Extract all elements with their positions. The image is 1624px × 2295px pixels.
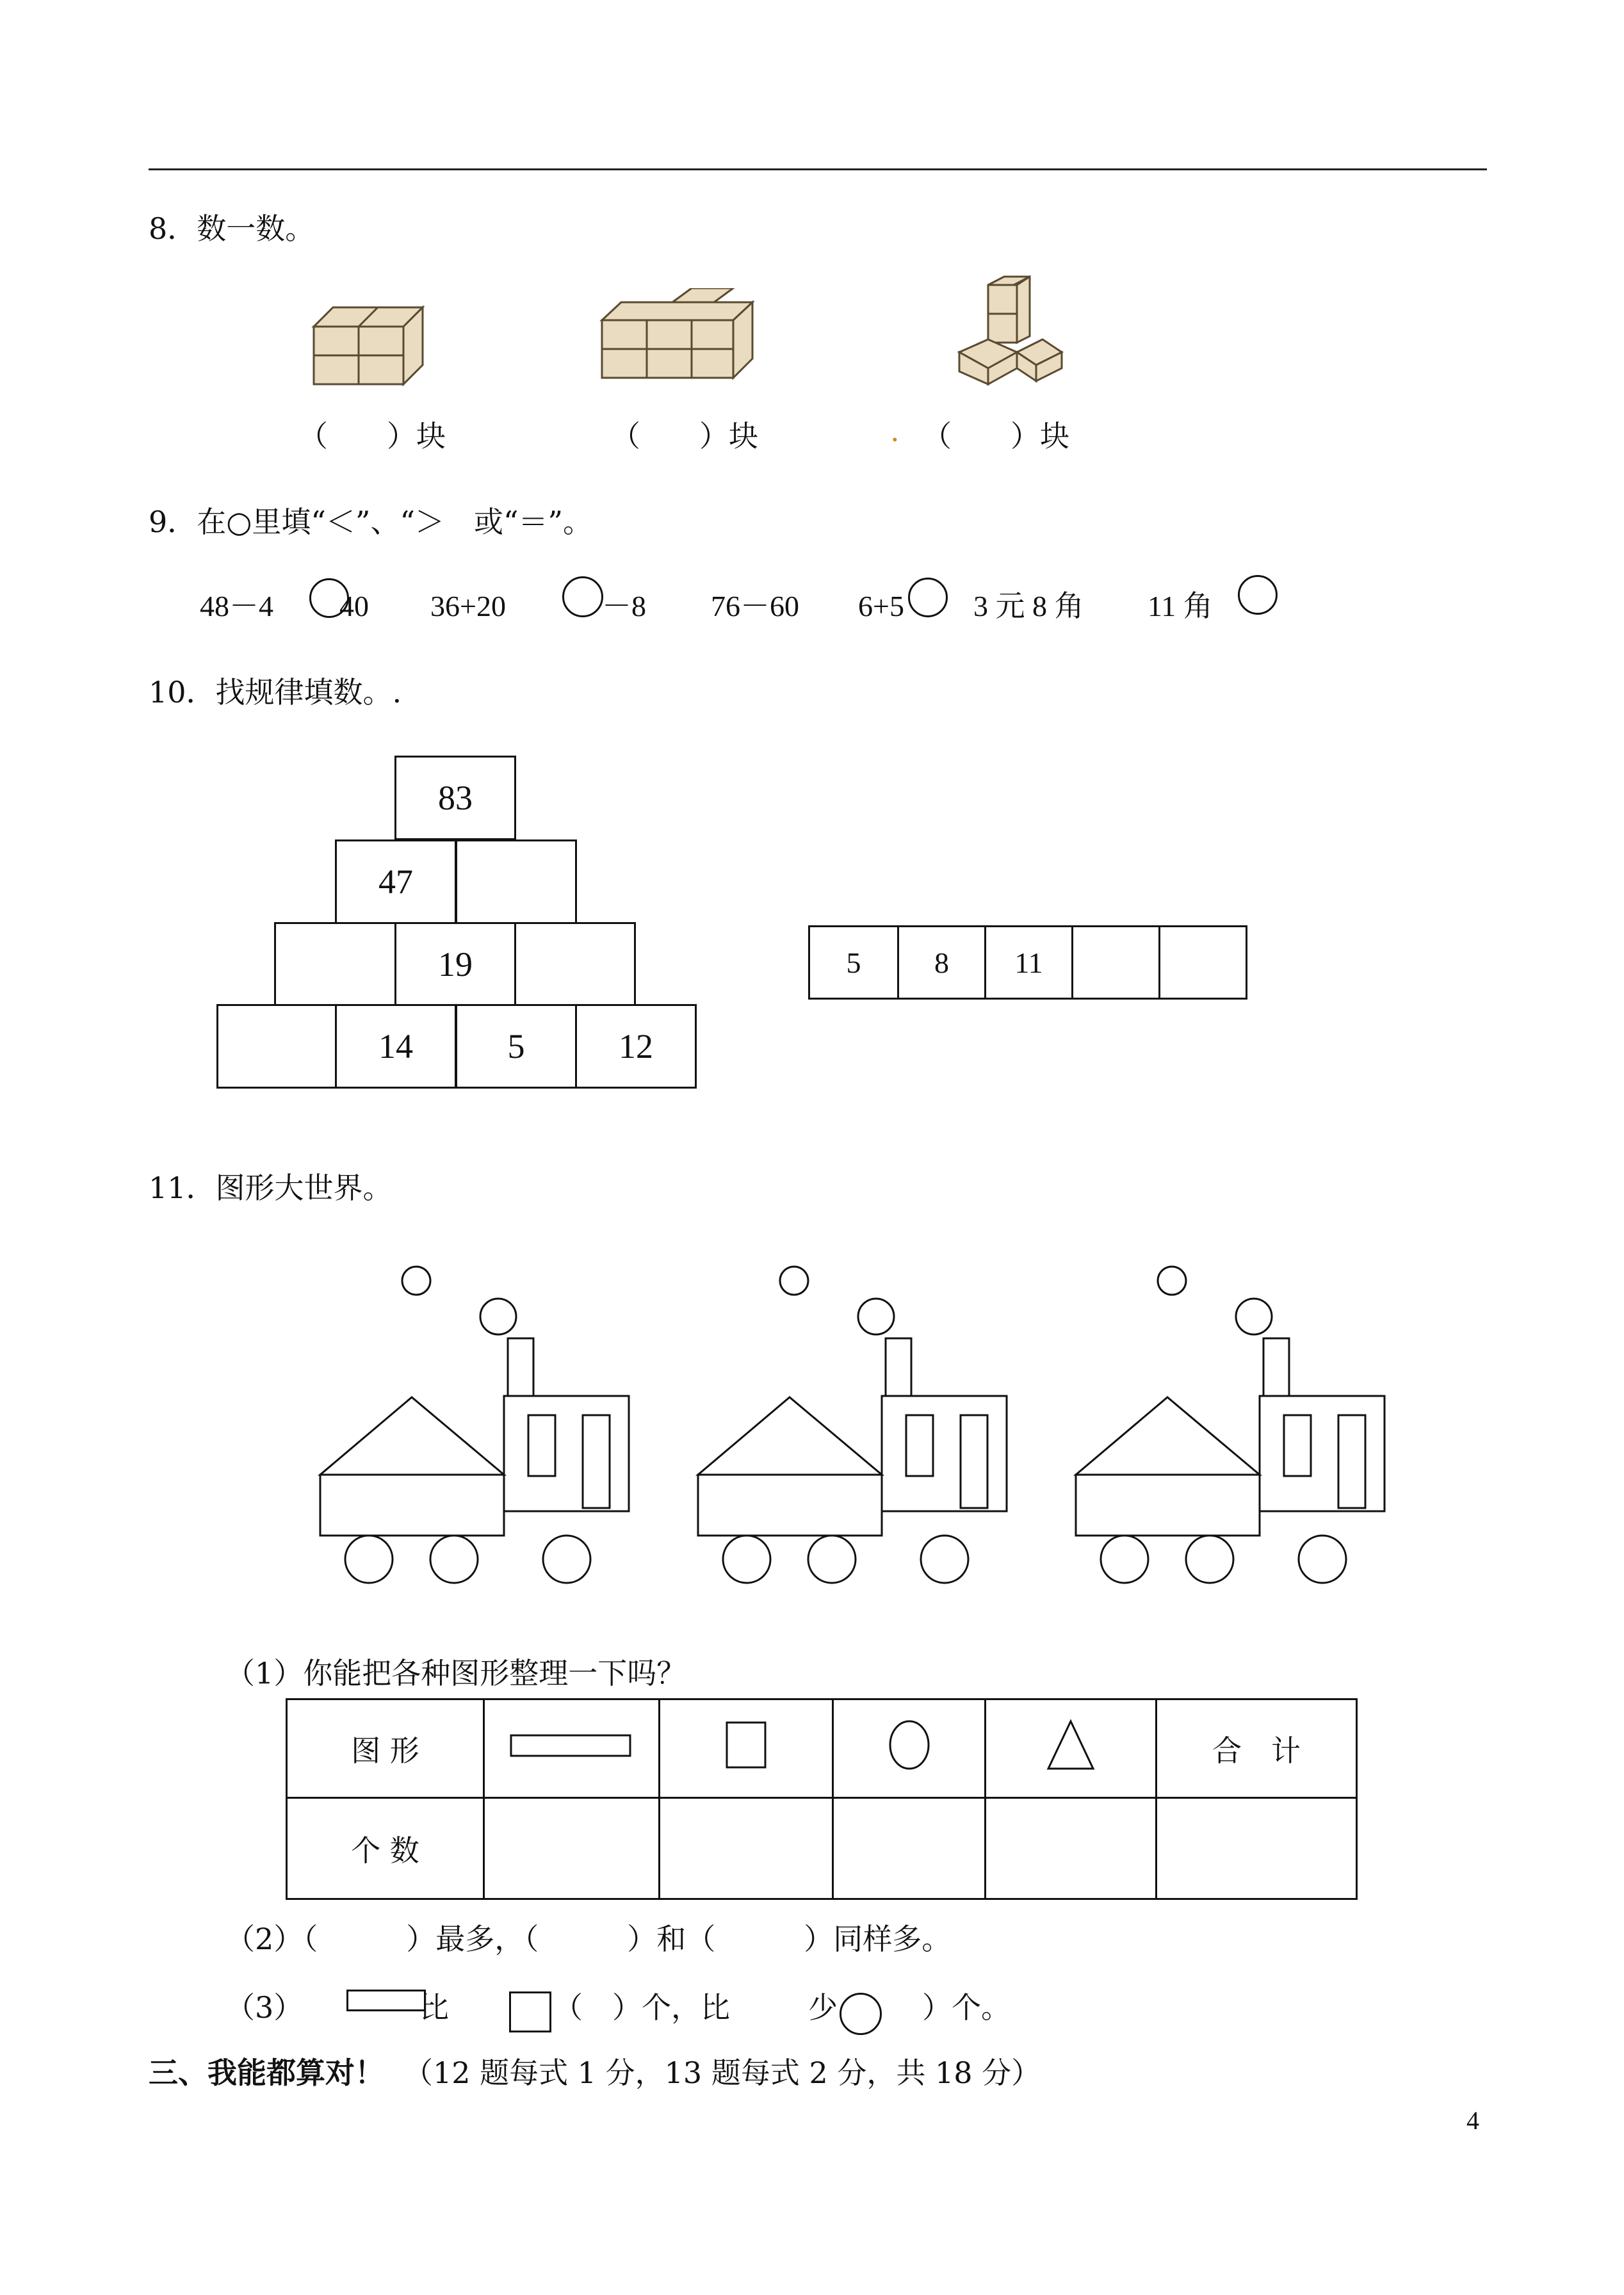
shape-count-table: [286, 1698, 1358, 1900]
q9-item-2-left: 36+20: [430, 590, 506, 622]
header-rule: [149, 168, 1487, 170]
q9-item-4-left: 6+5: [858, 590, 904, 622]
table-label-count: 个 数: [287, 1798, 484, 1899]
q8-blank-2[interactable]: （ ）块: [611, 419, 758, 453]
pyramid-cell-r4-1[interactable]: [216, 1004, 338, 1089]
q11-sub3-text-b: （ ）个，比: [553, 1990, 730, 2025]
table-label-shape: 图 形: [287, 1699, 484, 1798]
pyramid-cell-r4-2: 14: [335, 1004, 457, 1089]
circle-shape-icon: [884, 1716, 935, 1774]
q8-blank-3[interactable]: （ ）块: [922, 419, 1069, 453]
page-number: 4: [1466, 2106, 1479, 2135]
sequence-cell-2: 8: [897, 925, 986, 1000]
table-circle-header: [833, 1699, 986, 1798]
compare-circle-2[interactable]: [562, 576, 603, 617]
q9-item-1-left: 48－4: [200, 590, 273, 622]
orange-dot: .: [890, 414, 900, 448]
q10-title: 10．找规律填数。.: [149, 675, 402, 710]
compare-circle-4[interactable]: [1238, 575, 1278, 615]
q11-sub3-text-a: 比: [419, 1990, 449, 2025]
cube-group-2: [596, 288, 762, 391]
count-circle-cell[interactable]: [833, 1798, 986, 1899]
pyramid-cell-r3-2: 19: [394, 922, 516, 1007]
count-square-cell[interactable]: [660, 1798, 833, 1899]
table-label-total: 合 计: [1157, 1699, 1357, 1798]
q9-item-2-right: －8: [602, 590, 646, 622]
q11-sub2: （2）（ ）最多，（ ）和（ ）同样多。: [225, 1922, 952, 1956]
q9-item-1-right: 40: [339, 590, 369, 622]
q11-sub3-text-d: ）个。: [922, 1990, 1011, 2025]
pyramid-cell-r4-3: 5: [455, 1004, 577, 1089]
cube-group-3: [953, 275, 1068, 391]
q9-item-6-left: 11 角: [1148, 590, 1213, 622]
table-triangle-header: [986, 1699, 1157, 1798]
q11-sub3-text-c: 少: [808, 1990, 838, 2025]
compare-circle-3[interactable]: [908, 578, 948, 617]
section3-note: （12 题每式 1 分，13 题每式 2 分，共 18 分）: [403, 2056, 1041, 2090]
section3-title: 三、我能都算对！: [149, 2056, 384, 2090]
pyramid-cell-r2-1: 47: [335, 839, 457, 924]
triangle-shape-icon: [1042, 1716, 1100, 1774]
rectangle-icon: [346, 1990, 426, 2011]
q9-item-3-left: 76－60: [711, 590, 799, 622]
table-square-header: [660, 1699, 833, 1798]
q9-title: 9．在○里填“＜”、“＞ 或“＝”。: [149, 505, 592, 539]
pyramid-cell-r3-1[interactable]: [274, 922, 397, 1007]
q8-blank-1[interactable]: （ ）块: [298, 419, 446, 453]
square-shape-icon: [720, 1719, 772, 1771]
pyramid-cell-r1-1: 83: [394, 756, 516, 840]
square-icon: [509, 1991, 551, 2032]
table-rectangle-header: [484, 1699, 660, 1798]
q11-sub1: （1）你能把各种图形整理一下吗？: [225, 1656, 686, 1691]
q11-sub3-label: （3）: [225, 1990, 304, 2025]
q8-title: 8．数一数。: [149, 211, 315, 246]
rectangle-shape-icon: [508, 1729, 636, 1761]
sequence-cell-3: 11: [984, 925, 1073, 1000]
cube-group-1: [307, 301, 429, 391]
q9-item-5-left: 3 元 8 角: [973, 590, 1084, 622]
count-rectangle-cell[interactable]: [484, 1798, 660, 1899]
sequence-cell-1: 5: [808, 925, 899, 1000]
count-triangle-cell[interactable]: [986, 1798, 1157, 1899]
pyramid-cell-r3-3[interactable]: [514, 922, 636, 1007]
count-total-cell[interactable]: [1157, 1798, 1357, 1899]
trains-figure: [307, 1255, 1601, 1594]
circle-icon: [840, 1993, 882, 2035]
pyramid-cell-r4-4: 12: [575, 1004, 697, 1089]
sequence-cell-5[interactable]: [1158, 925, 1247, 1000]
q11-title: 11．图形大世界。: [149, 1171, 393, 1205]
pyramid-cell-r2-2[interactable]: [455, 839, 577, 924]
sequence-cell-4[interactable]: [1071, 925, 1160, 1000]
